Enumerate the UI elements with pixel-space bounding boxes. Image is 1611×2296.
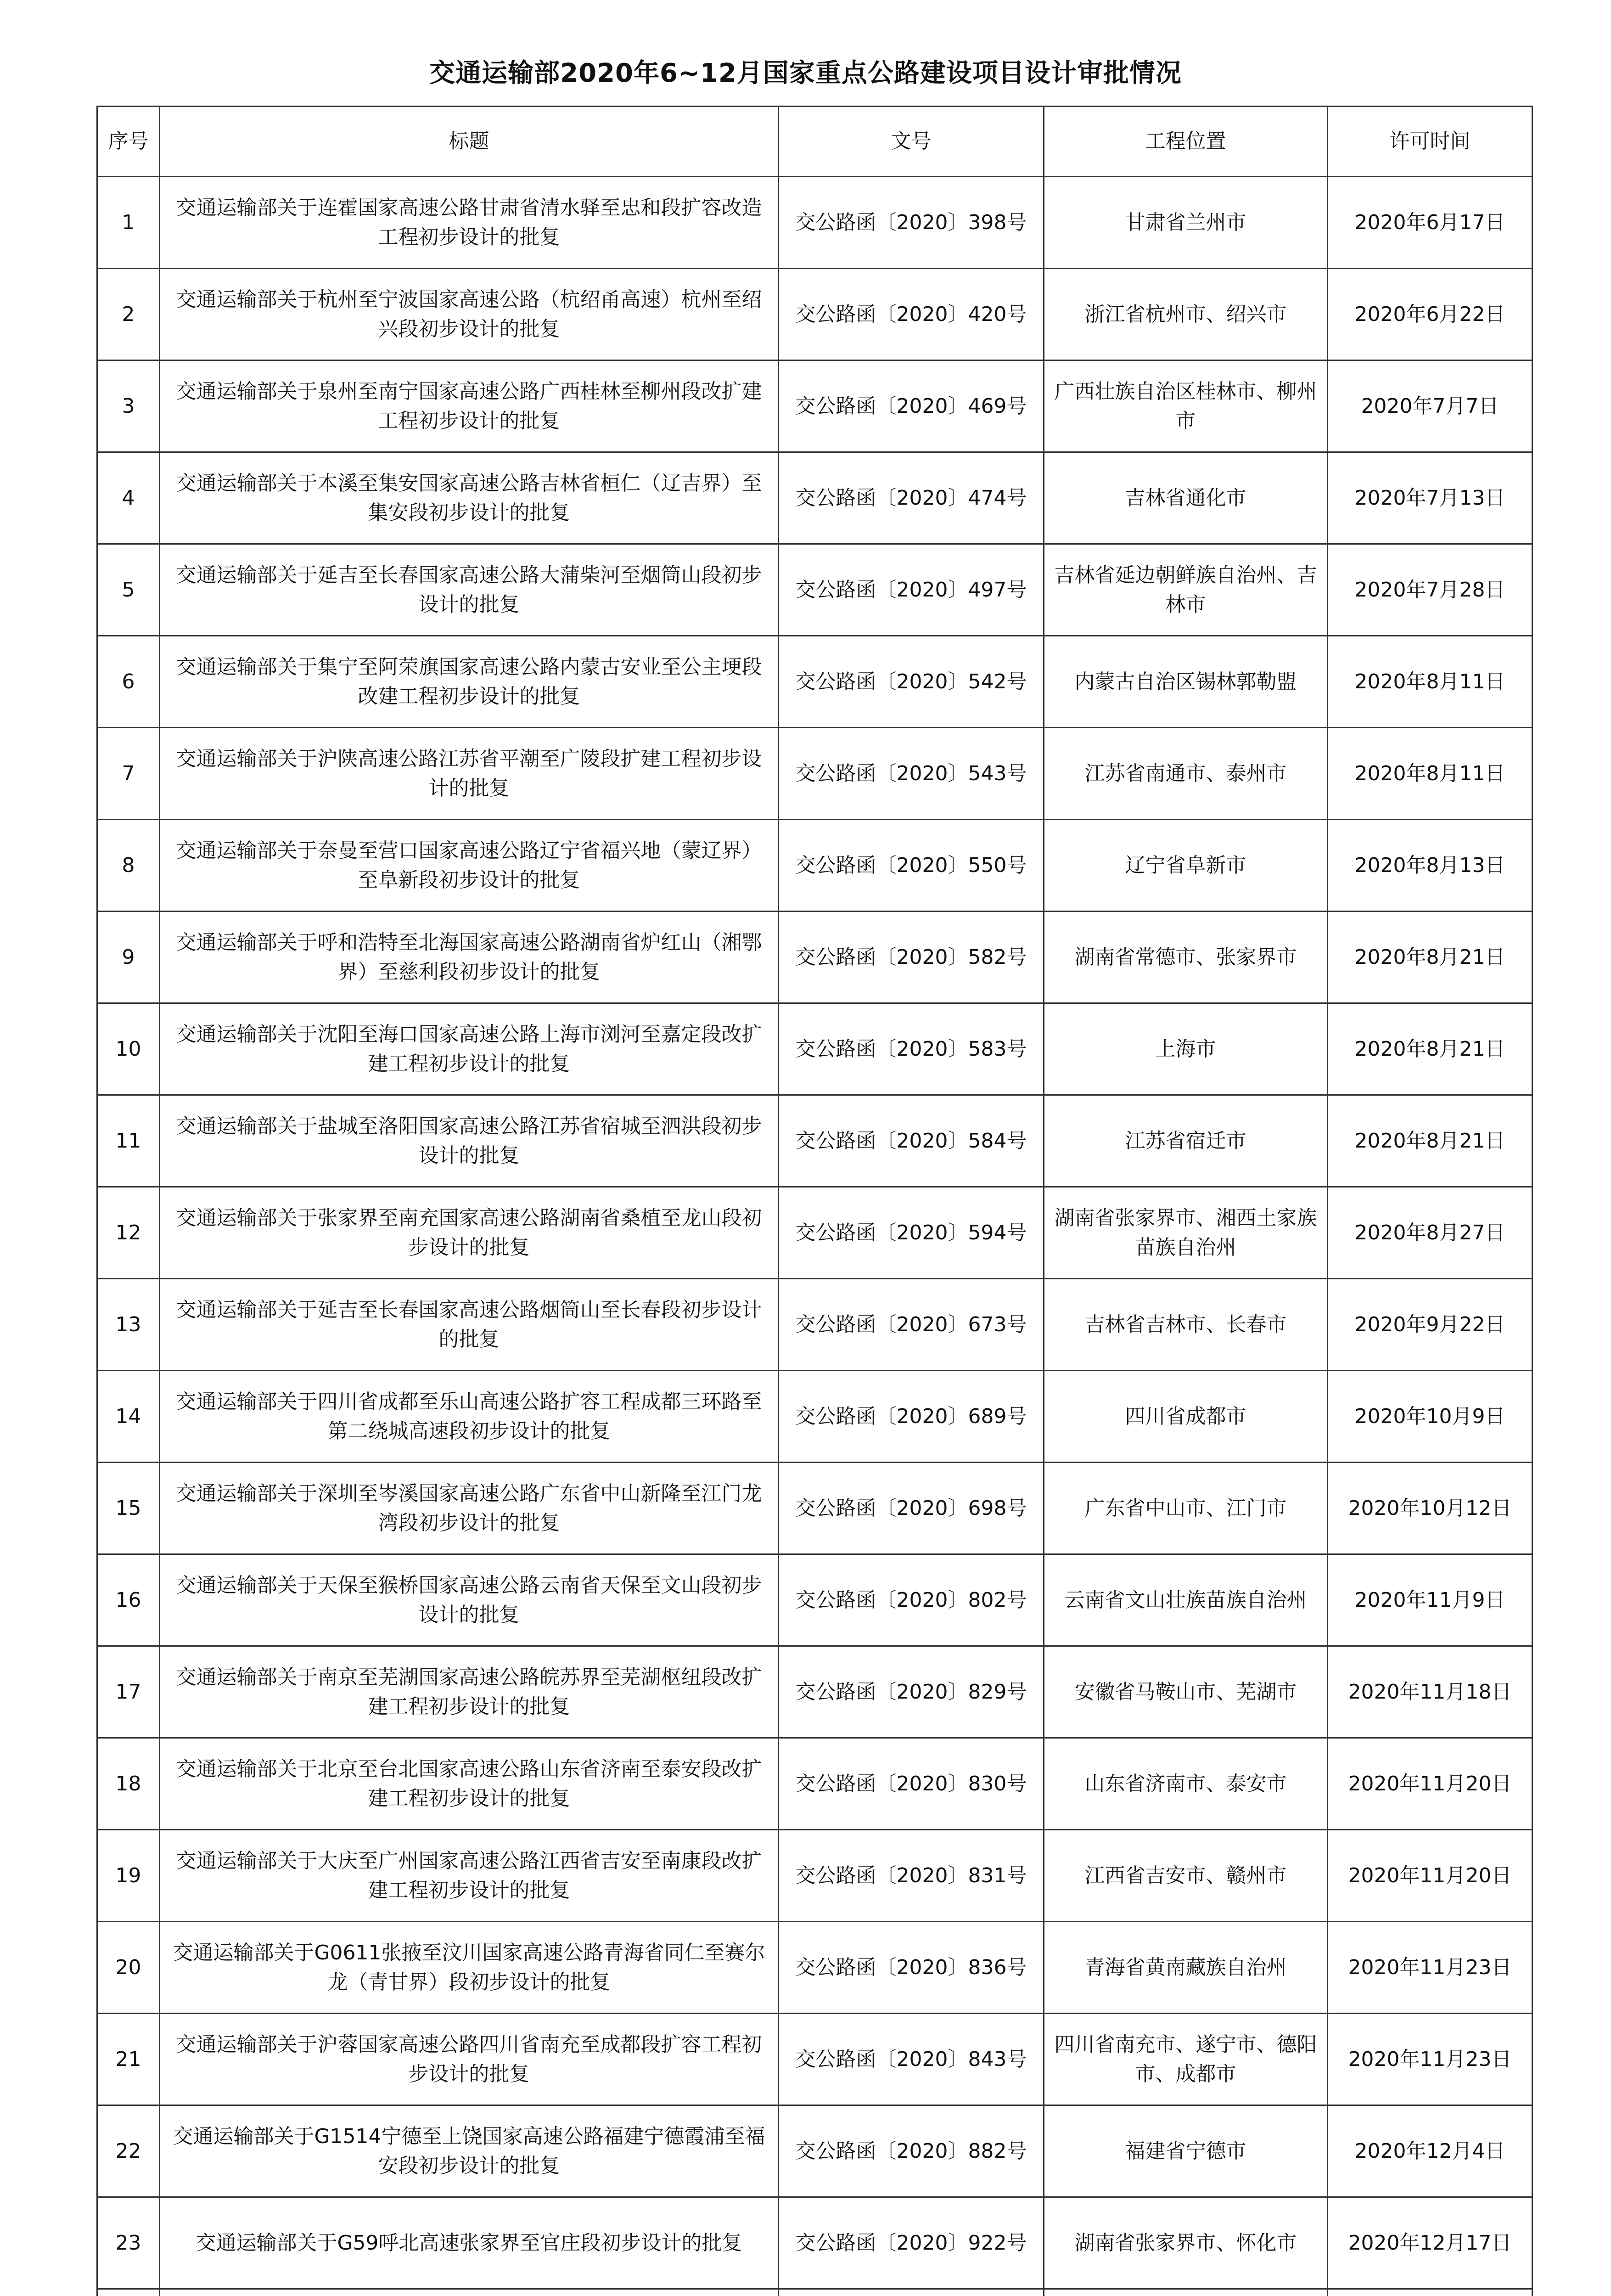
cell-title: 交通运输部关于沪蓉国家高速公路四川省南充至成都段扩容工程初步设计的批复 [160,2014,779,2105]
cell-index: 4 [97,452,160,544]
page-title: 交通运输部2020年6~12月国家重点公路建设项目设计审批情况 [429,58,1182,88]
cell-doc-no: 交公路函〔2020〕469号 [779,360,1044,452]
table-row [97,1830,1532,1922]
table-row [97,2105,1532,2197]
cell-date: 2020年10月9日 [1328,1371,1532,1463]
cell-title: 交通运输部关于呼和浩特至北海国家高速公路湖南省炉红山（湘鄂界）至慈利段初步设计的批复 [160,912,779,1003]
header-index: 序号 [97,107,160,177]
cell-date: 2020年8月21日 [1328,1095,1532,1187]
cell-location: 上海市 [1044,1003,1328,1095]
cell-index: 14 [97,1371,160,1463]
cell-doc-no: 交公路函〔2020〕584号 [779,1095,1044,1187]
cell-index: 13 [97,1279,160,1371]
cell-index: 20 [97,1922,160,2014]
cell-doc-no: 交公路函〔2020〕689号 [779,1371,1044,1463]
cell-doc-no: 交公路函〔2020〕830号 [779,1738,1044,1830]
cell-index: 9 [97,912,160,1003]
cell-index: 17 [97,1646,160,1738]
cell-location: 四川省成都市 [1044,1371,1328,1463]
cell-location: 湖南省张家界市、湘西土家族苗族自治州 [1044,1187,1328,1279]
cell-date: 2020年6月17日 [1328,177,1532,269]
cell-doc-no: 交公路函〔2020〕836号 [779,1922,1044,2014]
table-row [97,1095,1532,1187]
cell-date: 2020年7月7日 [1328,360,1532,452]
cell-date: 2020年11月18日 [1328,1646,1532,1738]
cell-index: 1 [97,177,160,269]
cell-doc-no: 交公路函〔2020〕698号 [779,1463,1044,1554]
cell-date: 2020年7月28日 [1328,544,1532,636]
table-row [97,912,1532,1003]
cell-title [160,2289,779,2296]
cell-location: 安徽省马鞍山市、芜湖市 [1044,1646,1328,1738]
table-row [97,636,1532,728]
cell-doc-no: 交公路函〔2020〕420号 [779,269,1044,360]
cell-date [1328,2289,1532,2296]
cell-index: 6 [97,636,160,728]
table-row [97,2289,1532,2296]
cell-doc-no: 交公路函〔2020〕542号 [779,636,1044,728]
cell-index: 21 [97,2014,160,2105]
cell-location: 四川省南充市、遂宁市、德阳市、成都市 [1044,2014,1328,2105]
cell-doc-no: 交公路函〔2020〕882号 [779,2105,1044,2197]
cell-doc-no: 交公路函〔2020〕583号 [779,1003,1044,1095]
cell-date: 2020年8月27日 [1328,1187,1532,1279]
cell-title: 交通运输部关于沈阳至海口国家高速公路上海市浏河至嘉定段改扩建工程初步设计的批复 [160,1003,779,1095]
cell-doc-no: 交公路函〔2020〕582号 [779,912,1044,1003]
cell-index: 8 [97,820,160,912]
table-row [97,1554,1532,1646]
cell-location [1044,2289,1328,2296]
cell-title: 交通运输部关于深圳至岑溪国家高速公路广东省中山新隆至江门龙湾段初步设计的批复 [160,1463,779,1554]
cell-title: 交通运输部关于G0611张掖至汶川国家高速公路青海省同仁至赛尔龙（青甘界）段初步设计的批复 [160,1922,779,2014]
header-doc-no: 文号 [779,107,1044,177]
cell-title: 交通运输部关于延吉至长春国家高速公路大蒲柴河至烟筒山段初步设计的批复 [160,544,779,636]
cell-date: 2020年12月4日 [1328,2105,1532,2197]
table-row [97,1003,1532,1095]
cell-index [97,2289,160,2296]
cell-title: 交通运输部关于大庆至广州国家高速公路江西省吉安至南康段改扩建工程初步设计的批复 [160,1830,779,1922]
cell-title: 交通运输部关于杭州至宁波国家高速公路（杭绍甬高速）杭州至绍兴段初步设计的批复 [160,269,779,360]
cell-title: 交通运输部关于G59呼北高速张家界至官庄段初步设计的批复 [160,2197,779,2289]
cell-location: 浙江省杭州市、绍兴市 [1044,269,1328,360]
table-row [97,177,1532,269]
table-row [97,1738,1532,1830]
cell-title: 交通运输部关于连霍国家高速公路甘肃省清水驿至忠和段扩容改造工程初步设计的批复 [160,177,779,269]
table-row [97,1187,1532,1279]
cell-date: 2020年11月23日 [1328,1922,1532,2014]
cell-location: 青海省黄南藏族自治州 [1044,1922,1328,2014]
cell-location: 湖南省常德市、张家界市 [1044,912,1328,1003]
table-body [97,177,1532,2296]
cell-location: 甘肃省兰州市 [1044,177,1328,269]
cell-title: 交通运输部关于张家界至南充国家高速公路湖南省桑植至龙山段初步设计的批复 [160,1187,779,1279]
cell-title: 交通运输部关于南京至芜湖国家高速公路皖苏界至芜湖枢纽段改扩建工程初步设计的批复 [160,1646,779,1738]
cell-doc-no: 交公路函〔2020〕802号 [779,1554,1044,1646]
table-row [97,1463,1532,1554]
cell-title: 交通运输部关于本溪至集安国家高速公路吉林省桓仁（辽吉界）至集安段初步设计的批复 [160,452,779,544]
cell-doc-no: 交公路函〔2020〕831号 [779,1830,1044,1922]
table-row [97,1646,1532,1738]
cell-title: 交通运输部关于奈曼至营口国家高速公路辽宁省福兴地（蒙辽界）至阜新段初步设计的批复 [160,820,779,912]
table-row [97,1371,1532,1463]
cell-doc-no: 交公路函〔2020〕543号 [779,728,1044,820]
cell-index: 11 [97,1095,160,1187]
table-row [97,728,1532,820]
table-row [97,820,1532,912]
approval-table [96,106,1533,2296]
cell-index: 18 [97,1738,160,1830]
table-row [97,1279,1532,1371]
cell-date: 2020年12月17日 [1328,2197,1532,2289]
cell-date: 2020年8月21日 [1328,912,1532,1003]
cell-title: 交通运输部关于G1514宁德至上饶国家高速公路福建宁德霞浦至福安段初步设计的批复 [160,2105,779,2197]
table-row [97,2197,1532,2289]
cell-date: 2020年11月23日 [1328,2014,1532,2105]
cell-date: 2020年8月21日 [1328,1003,1532,1095]
table-row [97,360,1532,452]
cell-location: 云南省文山壮族苗族自治州 [1044,1554,1328,1646]
cell-date: 2020年8月13日 [1328,820,1532,912]
cell-index: 16 [97,1554,160,1646]
cell-index: 5 [97,544,160,636]
cell-location: 江苏省宿迁市 [1044,1095,1328,1187]
table-header [97,107,1532,177]
cell-doc-no: 交公路函〔2020〕550号 [779,820,1044,912]
cell-index: 10 [97,1003,160,1095]
cell-location: 江西省吉安市、赣州市 [1044,1830,1328,1922]
cell-doc-no: 交公路函〔2020〕497号 [779,544,1044,636]
cell-date: 2020年7月13日 [1328,452,1532,544]
cell-index: 7 [97,728,160,820]
cell-doc-no: 交公路函〔2020〕594号 [779,1187,1044,1279]
cell-date: 2020年9月22日 [1328,1279,1532,1371]
cell-date: 2020年6月22日 [1328,269,1532,360]
cell-index: 12 [97,1187,160,1279]
cell-title: 交通运输部关于四川省成都至乐山高速公路扩容工程成都三环路至第二绕城高速段初步设计的批复 [160,1371,779,1463]
cell-date: 2020年11月9日 [1328,1554,1532,1646]
cell-title: 交通运输部关于天保至猴桥国家高速公路云南省天保至文山段初步设计的批复 [160,1554,779,1646]
cell-title: 交通运输部关于沪陕高速公路江苏省平潮至广陵段扩建工程初步设计的批复 [160,728,779,820]
cell-date: 2020年8月11日 [1328,636,1532,728]
cell-index: 15 [97,1463,160,1554]
table-row [97,452,1532,544]
cell-date: 2020年10月12日 [1328,1463,1532,1554]
cell-date: 2020年11月20日 [1328,1738,1532,1830]
cell-doc-no: 交公路函〔2020〕922号 [779,2197,1044,2289]
cell-location: 山东省济南市、泰安市 [1044,1738,1328,1830]
cell-title: 交通运输部关于集宁至阿荣旗国家高速公路内蒙古安业至公主埂段改建工程初步设计的批复 [160,636,779,728]
cell-doc-no [779,2289,1044,2296]
cell-title: 交通运输部关于延吉至长春国家高速公路烟筒山至长春段初步设计的批复 [160,1279,779,1371]
cell-doc-no: 交公路函〔2020〕474号 [779,452,1044,544]
cell-date: 2020年8月11日 [1328,728,1532,820]
cell-title: 交通运输部关于北京至台北国家高速公路山东省济南至泰安段改扩建工程初步设计的批复 [160,1738,779,1830]
cell-location: 吉林省延边朝鲜族自治州、吉林市 [1044,544,1328,636]
cell-location: 广东省中山市、江门市 [1044,1463,1328,1554]
cell-doc-no: 交公路函〔2020〕829号 [779,1646,1044,1738]
table-row [97,269,1532,360]
cell-location: 广西壮族自治区桂林市、柳州市 [1044,360,1328,452]
cell-doc-no: 交公路函〔2020〕673号 [779,1279,1044,1371]
cell-location: 吉林省吉林市、长春市 [1044,1279,1328,1371]
table-row [97,1922,1532,2014]
table-row [97,544,1532,636]
cell-index: 23 [97,2197,160,2289]
cell-location: 福建省宁德市 [1044,2105,1328,2197]
cell-index: 19 [97,1830,160,1922]
header-title: 标题 [160,107,779,177]
cell-location: 辽宁省阜新市 [1044,820,1328,912]
cell-doc-no: 交公路函〔2020〕398号 [779,177,1044,269]
table-row [97,2014,1532,2105]
cell-index: 22 [97,2105,160,2197]
cell-title: 交通运输部关于泉州至南宁国家高速公路广西桂林至柳州段改扩建工程初步设计的批复 [160,360,779,452]
cell-title: 交通运输部关于盐城至洛阳国家高速公路江苏省宿城至泗洪段初步设计的批复 [160,1095,779,1187]
cell-date: 2020年11月20日 [1328,1830,1532,1922]
cell-location: 内蒙古自治区锡林郭勒盟 [1044,636,1328,728]
cell-doc-no: 交公路函〔2020〕843号 [779,2014,1044,2105]
cell-location: 江苏省南通市、泰州市 [1044,728,1328,820]
header-date: 许可时间 [1328,107,1532,177]
cell-index: 2 [97,269,160,360]
header-location: 工程位置 [1044,107,1328,177]
cell-location: 湖南省张家界市、怀化市 [1044,2197,1328,2289]
cell-index: 3 [97,360,160,452]
header-row [97,107,1532,177]
cell-location: 吉林省通化市 [1044,452,1328,544]
